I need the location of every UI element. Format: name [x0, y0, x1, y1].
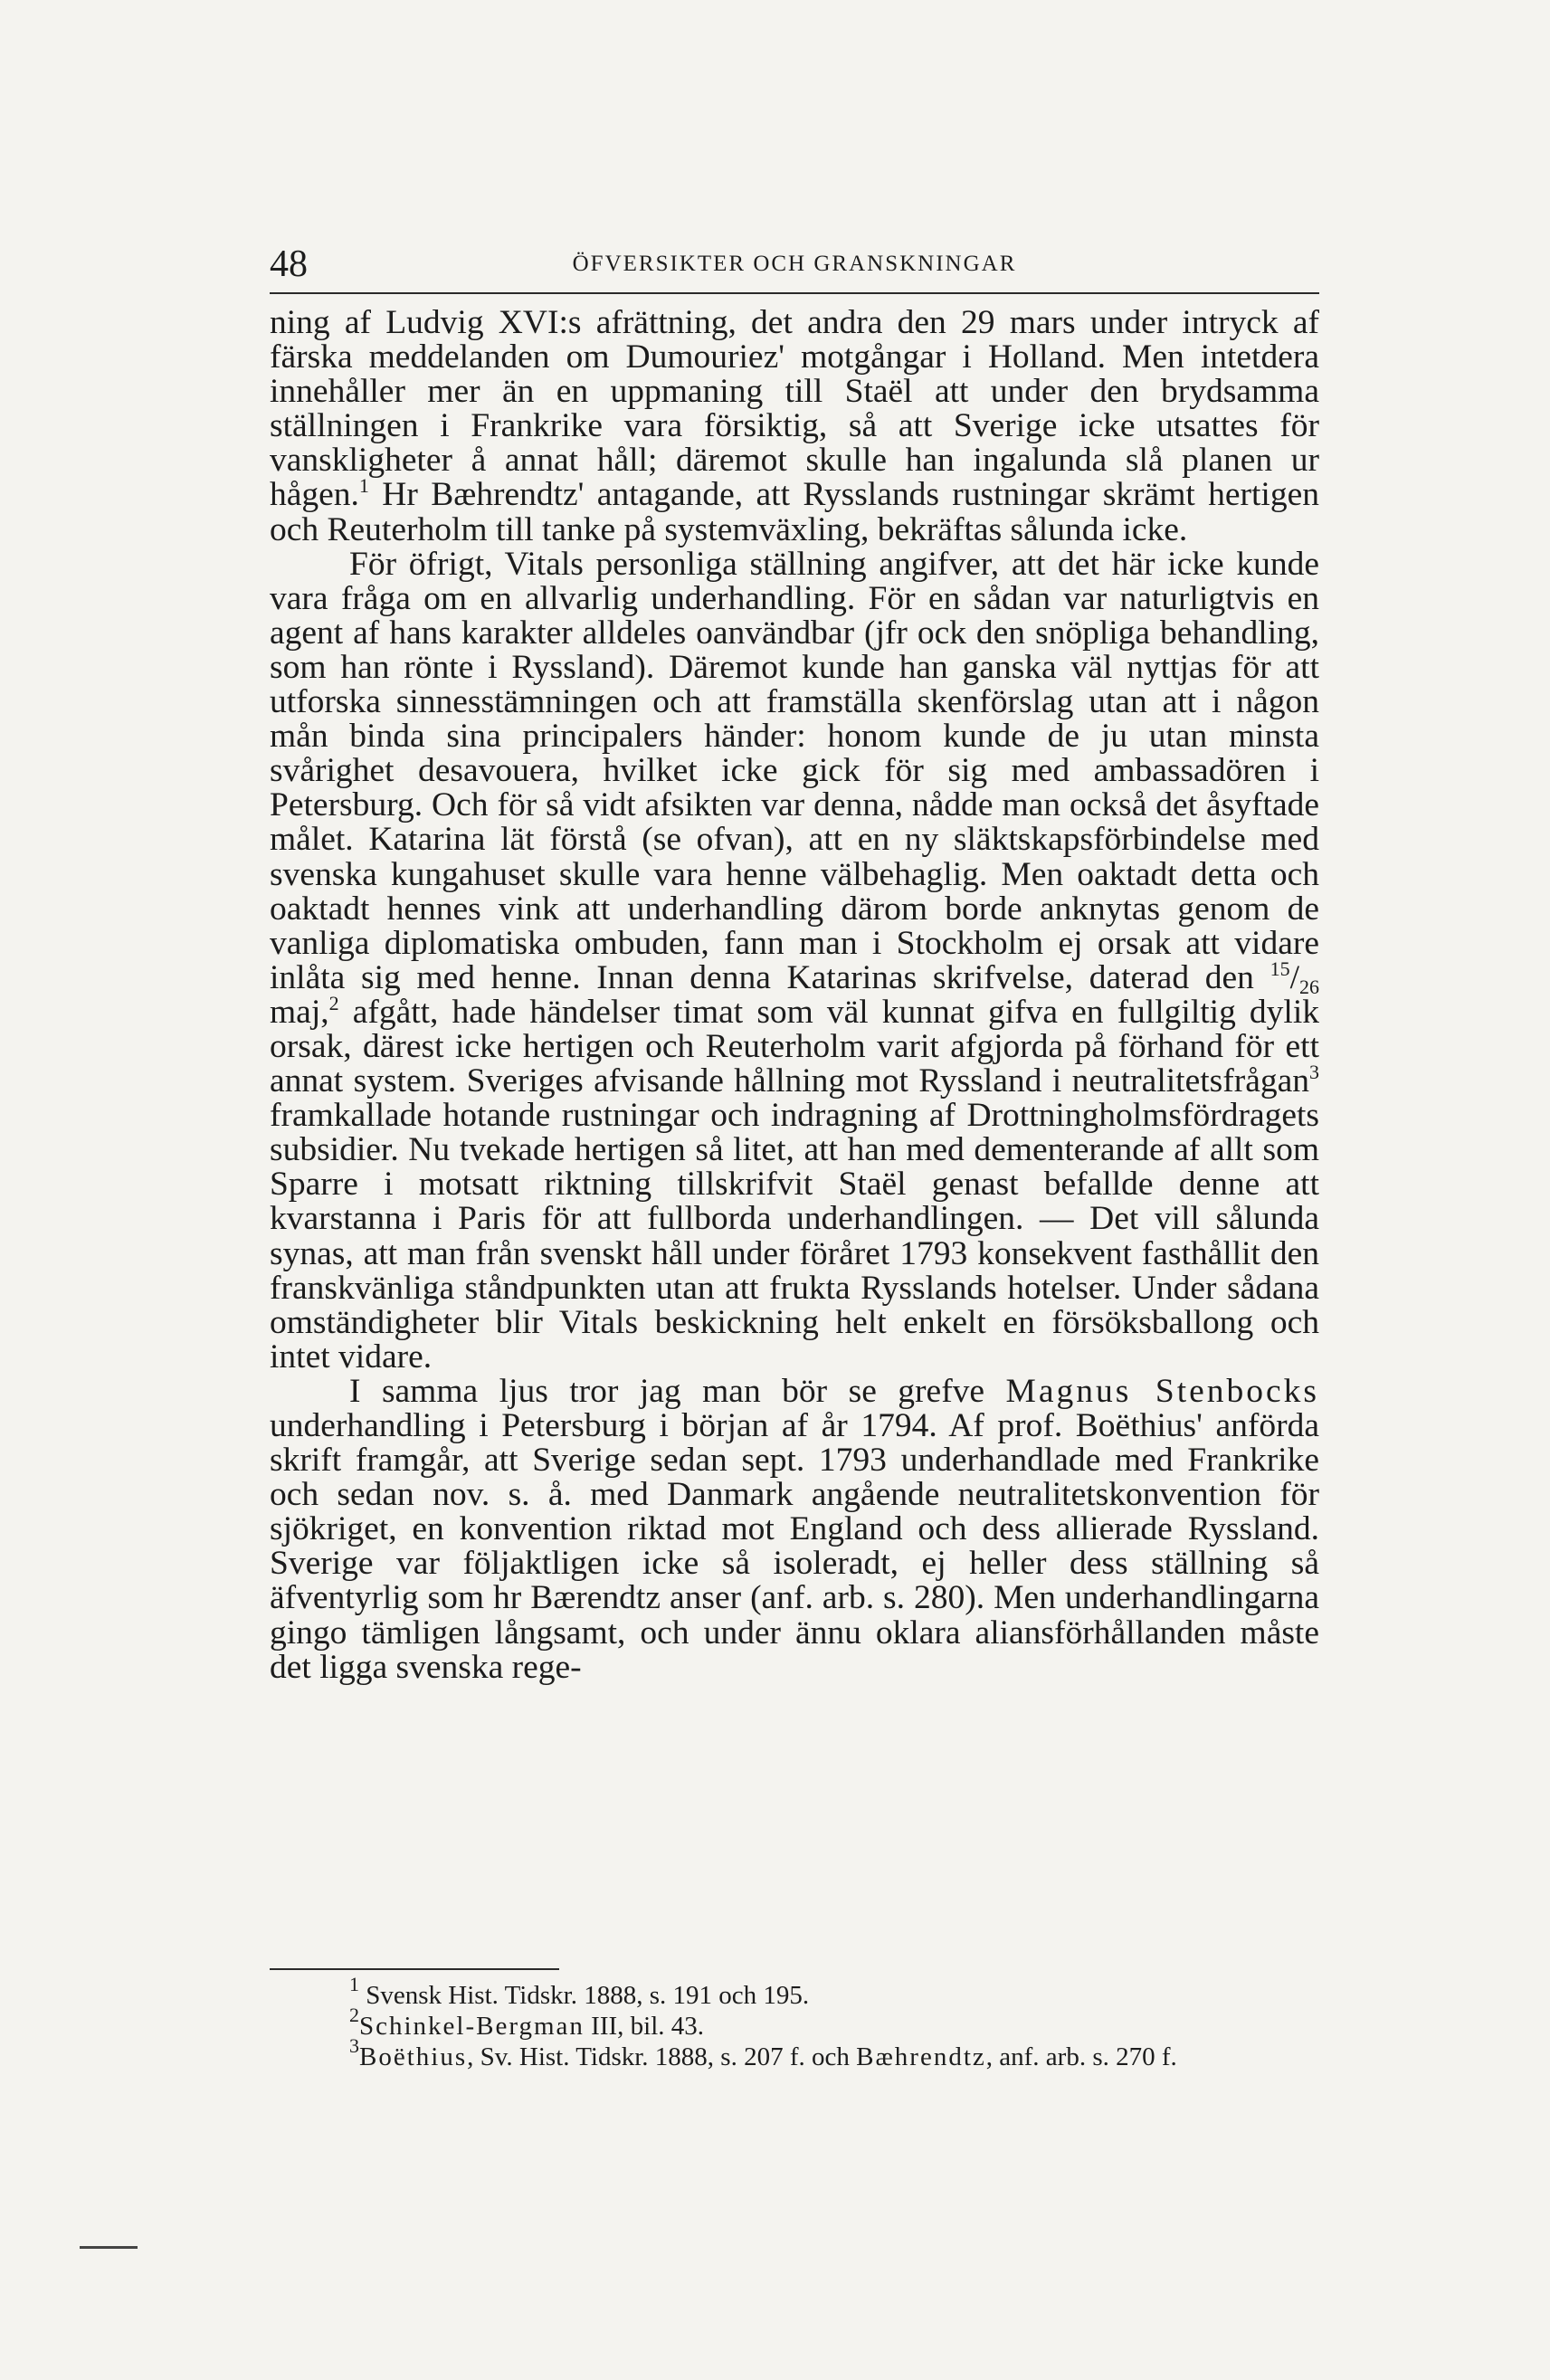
paragraph-1	[270, 306, 1319, 547]
footnote-author: Schinkel-Bergman	[359, 2012, 585, 2041]
footnote-author: Bæhrendtz	[856, 2042, 986, 2071]
footnote-ref-2: 2	[328, 991, 339, 1014]
paragraph-text: För öfrigt, Vitals personliga ställning angifver, att det här icke kunde vara fråga om en allvarlig underhandling. För en sådan var naturligtvis en agent af hans karakter alldeles oanvändbar (jfr ock den snöpliga behandling, som han rönte i Ryssland). Däremot kunde han ganska väl nyttjas för att utforska sinnesstämningen och att framställa skenförslag utan att i någon mån binda sina principalers händer: honom kunde de ju utan minsta svårighet desavouera, hvilket icke gick för sig med ambassadören i Petersburg. Och för så vidt afsikten var denna, nådde man också det åsyftade målet. Katarina lät förstå (se ofvan), att en ny släktskapsförbindelse med svenska kungahuset skulle vara henne välbehaglig. Men oaktadt detta och oaktadt hennes vink att underhandling därom borde anknytas genom de vanliga diplomatiska ombuden, fann man i Stockholm ej orsak att vidare inlåta sig med henne. Innan denna Katarinas skrifvelse, daterad den	[270, 545, 1319, 996]
paragraph-text: ning af Ludvig XVI:s afrättning, det andra den 29 mars under intryck af färska meddelanden om Dumouriez' motgångar i Holland. Men intetdera innehåller mer än en uppmaning till Staël att under den brydsamma ställningen i Frankrike vara försiktig, så att Sverige icke utsattes för vanskligheter å annat håll; däremot skulle han ingalunda slå planen ur hågen.	[270, 304, 1319, 514]
paragraph-text: afgått, hade händelser timat som väl kunnat gifva en fullgiltig dylik orsak, därest icke hertigen och Reuterholm varit afgjorda på förhand för ett annat system. Sveriges afvisande hållning mot Ryssland i neutralitetsfrågan	[270, 993, 1319, 1100]
running-header	[270, 237, 1319, 291]
header-rule	[270, 292, 1319, 294]
footnote-text: , anf. arb. s. 270 f.	[985, 2042, 1177, 2071]
footnotes	[270, 1973, 1319, 2072]
footnote-mark: 1	[349, 1973, 359, 1995]
paragraph-2	[270, 547, 1319, 1375]
paragraph-3	[270, 1372, 1319, 1686]
footnote-mark: 3	[349, 2034, 359, 2057]
footnote-mark: 2	[349, 2004, 359, 2026]
footnote-author: Boëthius	[359, 2042, 468, 2071]
footnote-1	[270, 1973, 1319, 2011]
date-denominator: 26	[1299, 975, 1319, 998]
paragraph-text: Hr Bæhrendtz' antagande, att Rysslands rustningar skrämt hertigen och Reuterholm till tanke på systemväxling, bekräftas sålunda icke.	[270, 476, 1319, 548]
date-numerator: 15	[1269, 957, 1290, 980]
footnote-ref-1: 1	[358, 474, 369, 498]
footnote-rule	[270, 1968, 559, 1970]
paragraph-text: I samma ljus tror jag man bör se grefve	[349, 1372, 1006, 1410]
date-separator: /	[1289, 958, 1299, 996]
spaced-name: Magnus Stenbocks	[1005, 1372, 1319, 1410]
paragraph-text: maj,	[270, 993, 329, 1031]
paragraph-text: underhandling i Petersburg i början af år 1794. Af prof. Boëthius' anförda skrift framgår, att Sverige sedan sept. 1793 underhandlade med Frankrike och sedan nov. s. å. med Danmark angående neutralitetskonvention för sjökriget, en konvention riktad mot England och dess allierade Ryssland. Sverige var följaktligen icke så isoleradt, ej heller dess ställning så äfventyrlig som hr Bærendtz anser (anf. arb. s. 280). Men underhandlingarna gingo tämligen långsamt, och under ännu oklara aliansförhållanden måste det ligga svenska rege-	[270, 1407, 1319, 1686]
margin-mark	[80, 2246, 138, 2249]
footnote-3	[270, 2034, 1319, 2072]
footnote-2	[270, 2004, 1319, 2042]
running-head: ÖFVERSIKTER OCH GRANSKNINGAR	[572, 252, 1017, 276]
paragraph-text: framkallade hotande rustningar och indragning af Drottningholmsfördragets subsidier. Nu tvekade hertigen så litet, att han med dementerande af allt som Sparre i motsatt riktning tillskrifvit Staël genast befallde denne att kvarstanna i Paris för att fullborda underhandlingen. — Det vill sålunda synas, att man från svenskt håll under föråret 1793 konsekvent fasthållit den franskvänliga ståndpunkten utan att frukta Rysslands hotelser. Under sådana omständigheter blir Vitals beskickning helt enkelt en försöksballong och intet vidare.	[270, 1097, 1319, 1376]
footnote-text: III, bil. 43.	[584, 2012, 705, 2041]
footnote-text: Svensk Hist. Tidskr. 1888, s. 191 och 195.	[359, 1981, 810, 2010]
body-text	[270, 306, 1319, 1685]
page-number: 48	[270, 243, 308, 285]
footnote-ref-3: 3	[1309, 1061, 1319, 1084]
footnote-text: , Sv. Hist. Tidskr. 1888, s. 207 f. och	[467, 2042, 857, 2071]
